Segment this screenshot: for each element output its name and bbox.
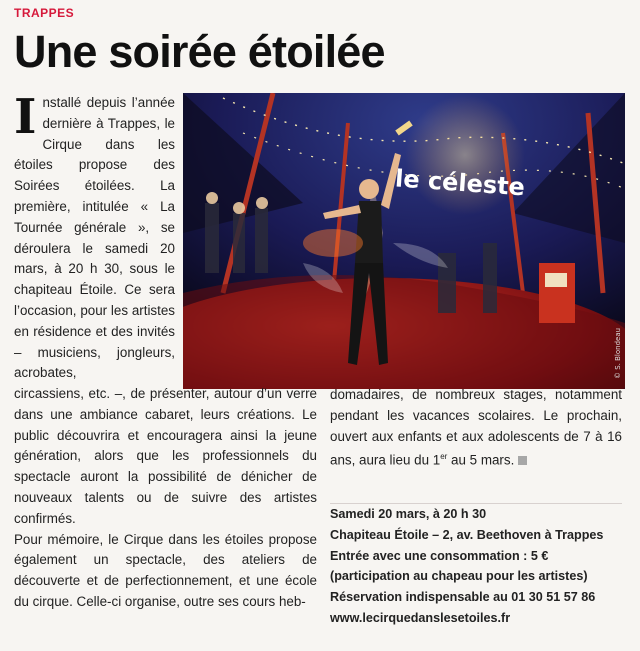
paragraph-3-text-b: au 5 mars. <box>447 452 515 468</box>
event-booking-phone: Réservation indispensable au 01 30 51 57 86 <box>330 590 596 605</box>
paragraph-3-text-a: domadaires, de nombreux stages, notamment pendant les vacances scolaires. Le prochain, ouvert aux enfants et aux adolescents de 7 à 16 ans, aura lieu du 1 <box>330 387 622 468</box>
tent-sign: le céleste <box>394 164 526 202</box>
article-column-top <box>14 89 175 384</box>
event-venue: Chapiteau Étoile – 2, av. Beethoven à Trappes <box>330 527 604 542</box>
article-paragraph-3 <box>330 385 622 472</box>
article-paragraph-1-continued: circassiens, etc. –, de présenter, autour d’un verre dans une ambiance cabaret, leurs créations. Le public découvrira et encouragera ainsi la jeune génération, alors que les professionnels du spectacle auront la possibilité de dénicher de nouveaux talents ou de suivre des artistes confirmés. <box>14 386 317 526</box>
event-date: Samedi 20 mars, à 20 h 30 <box>330 507 487 521</box>
ordinal-suffix: er <box>440 452 448 462</box>
circus-photo <box>183 93 625 389</box>
event-price-note: (participation au chapeau pour les artistes) <box>330 569 588 584</box>
article-paragraph-2: Pour mémoire, le Cirque dans les étoiles propose également un spectacle, des ateliers de découverte et de perfectionnement, et une école du cirque. Celle-ci organise, outre ses cours heb- <box>14 531 317 609</box>
photo-credit: © S. Blondeau <box>614 327 622 379</box>
circus-photo-illustration <box>183 93 625 389</box>
end-mark-icon <box>518 456 527 465</box>
article-column-left <box>14 384 317 613</box>
page-title: Une soirée étoilée <box>14 26 385 77</box>
section-kicker: TRAPPES <box>14 6 75 20</box>
drop-cap: I <box>14 89 37 145</box>
event-website-link[interactable]: www.lecirquedanslesetoiles.fr <box>330 610 511 625</box>
article-paragraph-1 <box>14 89 175 384</box>
event-info-box <box>330 503 622 629</box>
event-price: Entrée avec une consommation : 5 € <box>330 548 549 563</box>
paragraph-1-text: nstallé depuis l’année dernière à Trappes, le Cirque dans les étoiles propose des Soirées étoilées. La première, intitulée « La Tournée générale », se déroulera le samedi 20 mars, à 20 h 30, sous le chapiteau Étoile. Ce sera l’occasion, pour les artistes en résidence et des invités – musiciens, jongleurs, acrobates, <box>14 95 175 381</box>
article-column-right <box>330 385 622 472</box>
